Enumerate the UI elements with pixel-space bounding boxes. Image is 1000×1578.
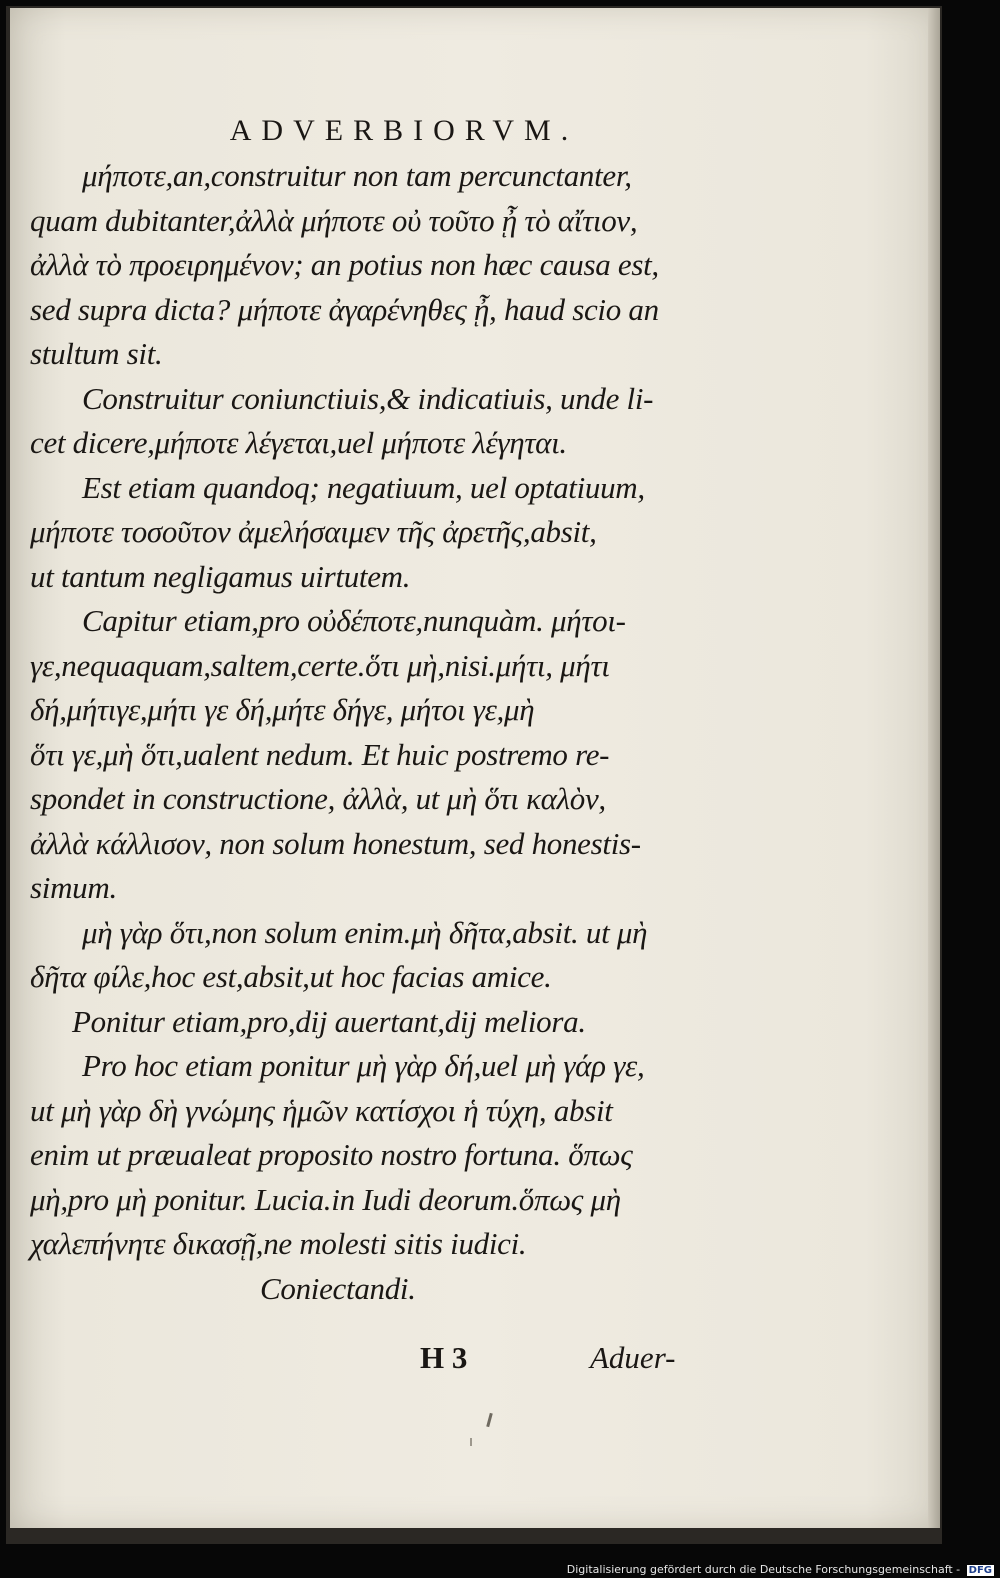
text-line: Ponitur etiam,pro,dij auertant,dij meliora. bbox=[72, 1003, 586, 1039]
text-line: ἀλλὰ τὸ προειρημένον; an potius non hæc causa est, bbox=[30, 247, 659, 282]
text-line: μὴ,pro μὴ ponitur. Lucia.in Iudi deorum.ὅπως μὴ bbox=[30, 1181, 621, 1217]
text-line: μὴ γὰρ ὅτι,non solum enim.μὴ δῆτα,absit. ut μὴ bbox=[82, 914, 648, 950]
text-line: Pro hoc etiam ponitur μὴ γὰρ δή,uel μὴ γάρ γε, bbox=[82, 1048, 645, 1083]
text-line: enim ut præualeat proposito nostro fortuna. ὅπως bbox=[30, 1137, 633, 1172]
text-line: cet dicere,μήποτε λέγεται,uel μήποτε λέγηται. bbox=[30, 425, 567, 460]
page-edge bbox=[928, 8, 940, 1528]
text-line: Coniectandi. bbox=[260, 1270, 416, 1306]
text-line: μήποτε,an,construitur non tam percunctanter, bbox=[82, 158, 632, 193]
ink-mark bbox=[486, 1413, 493, 1427]
digitization-credit bbox=[567, 1563, 994, 1576]
text-line: sed supra dicta? μήποτε ἀγαρένηθες ᾖ, haud scio an bbox=[30, 291, 659, 327]
text-line: Construitur coniunctiuis,& indicatiuis, unde li- bbox=[82, 380, 654, 416]
credit-text: Digitalisierung gefördert durch die Deutsche Forschungsgemeinschaft - bbox=[566, 1563, 961, 1576]
catchword: Aduer- bbox=[590, 1340, 676, 1375]
text-line: quam dubitanter,ἀλλὰ μήποτε οὐ τοῦτο ᾖ τὸ αἴτιον, bbox=[30, 202, 638, 238]
text-line: stultum sit. bbox=[30, 336, 163, 371]
page-footer bbox=[10, 1340, 730, 1384]
text-line: γε,nequaquam,saltem,certe.ὅτι μὴ,nisi.μήτι, μήτι bbox=[30, 647, 610, 683]
page-text bbox=[30, 108, 750, 1311]
text-line: μήποτε τοσοῦτον ἀμελήσαιμεν τῆς ἀρετῆς,absit, bbox=[30, 514, 597, 549]
running-header: ADVERBIORVM. bbox=[229, 114, 579, 147]
text-line: δῆτα φίλε,hoc est,absit,ut hoc facias amice. bbox=[30, 959, 552, 994]
scan-frame bbox=[6, 6, 942, 1544]
text-line: simum. bbox=[30, 870, 117, 905]
text-line: Capitur etiam,pro οὐδέποτε,nunquàm. μήτοι- bbox=[82, 603, 626, 638]
text-line: δή,μήτιγε,μήτι γε δή,μήτε δήγε, μήτοι γε,μὴ bbox=[30, 692, 535, 727]
signature-mark: H 3 bbox=[420, 1340, 468, 1375]
text-line: χαλεπήνητε δικασῇ,ne molesti sitis iudici. bbox=[30, 1226, 527, 1261]
text-line: ut μὴ γὰρ δὴ γνώμης ἡμῶν κατίσχοι ἡ τύχη, absit bbox=[30, 1092, 613, 1128]
text-line: spondet in constructione, ἀλλὰ, ut μὴ ὅτι καλὸν, bbox=[30, 781, 606, 816]
text-line: Est etiam quandoq; negatiuum, uel optatiuum, bbox=[82, 469, 645, 505]
text-line: ἀλλὰ κάλλισον, non solum honestum, sed honestis- bbox=[30, 825, 641, 861]
text-line: ut tantum negligamus uirtutem. bbox=[30, 558, 411, 594]
dfg-logo: DFG bbox=[968, 1565, 992, 1576]
text-line: ὅτι γε,μὴ ὅτι,ualent nedum. Et huic postremo re- bbox=[30, 736, 610, 772]
ink-fleck bbox=[470, 1438, 472, 1446]
book-page bbox=[10, 8, 940, 1528]
